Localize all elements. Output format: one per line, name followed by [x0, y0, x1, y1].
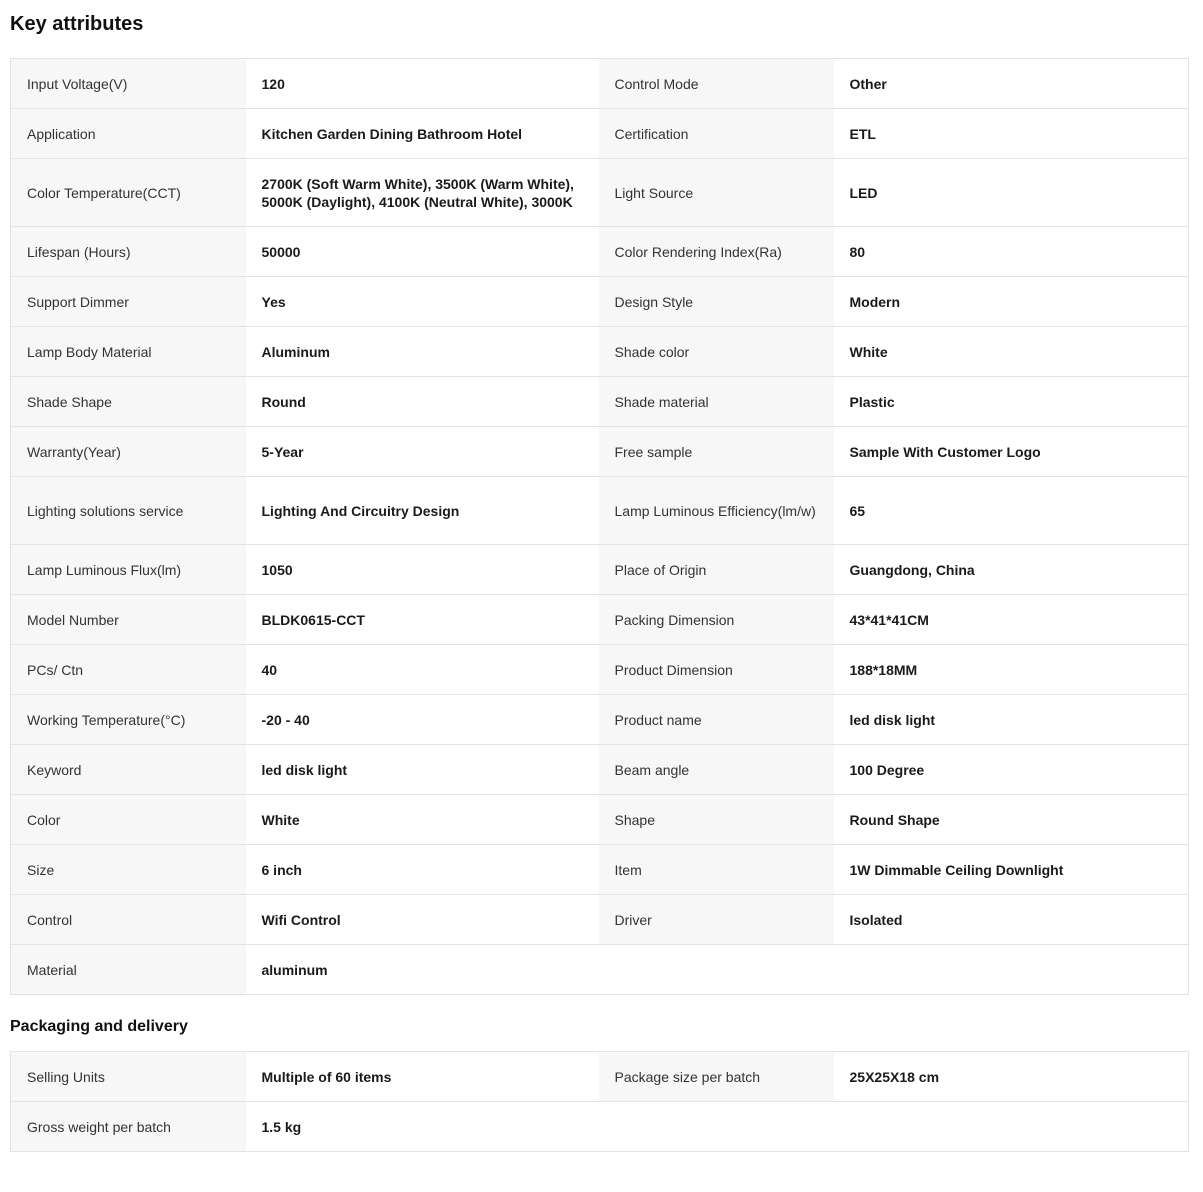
attribute-label: Color Rendering Index(Ra)	[599, 227, 834, 277]
attribute-label: Beam angle	[599, 745, 834, 795]
attribute-row	[11, 277, 1189, 327]
attribute-value: 2700K (Soft Warm White), 3500K (Warm White), 5000K (Daylight), 4100K (Neutral White), 3000K	[246, 159, 599, 227]
attribute-value: Sample With Customer Logo	[834, 427, 1189, 477]
attribute-label: Product Dimension	[599, 645, 834, 695]
attribute-value: Round Shape	[834, 795, 1189, 845]
attribute-label: Place of Origin	[599, 545, 834, 595]
attribute-label: Working Temperature(°C)	[11, 695, 246, 745]
attribute-row	[11, 695, 1189, 745]
attribute-value: 1050	[246, 545, 599, 595]
attribute-label: Gross weight per batch	[11, 1102, 246, 1152]
packaging-delivery-table	[10, 1051, 1189, 1152]
attribute-value: Plastic	[834, 377, 1189, 427]
attribute-value: 43*41*41CM	[834, 595, 1189, 645]
attribute-value: led disk light	[834, 695, 1189, 745]
attribute-label: PCs/ Ctn	[11, 645, 246, 695]
attribute-value: 25X25X18 cm	[834, 1052, 1189, 1102]
attribute-label: Certification	[599, 109, 834, 159]
attribute-value: Wifi Control	[246, 895, 599, 945]
attribute-label: Control Mode	[599, 59, 834, 109]
attribute-row	[11, 545, 1189, 595]
attribute-value: Aluminum	[246, 327, 599, 377]
attribute-row	[11, 795, 1189, 845]
attribute-value: Kitchen Garden Dining Bathroom Hotel	[246, 109, 599, 159]
attribute-value: Lighting And Circuitry Design	[246, 477, 599, 545]
attribute-value: 65	[834, 477, 1189, 545]
attribute-label: Support Dimmer	[11, 277, 246, 327]
empty-cell	[599, 945, 834, 995]
attribute-value: BLDK0615-CCT	[246, 595, 599, 645]
attribute-label: Keyword	[11, 745, 246, 795]
attribute-value: 120	[246, 59, 599, 109]
attribute-label: Lamp Luminous Flux(lm)	[11, 545, 246, 595]
attribute-row	[11, 377, 1189, 427]
attribute-value: 80	[834, 227, 1189, 277]
attribute-label: Color Temperature(CCT)	[11, 159, 246, 227]
attribute-label: Packing Dimension	[599, 595, 834, 645]
attribute-row	[11, 645, 1189, 695]
empty-cell	[834, 1102, 1189, 1152]
attribute-label: Lamp Body Material	[11, 327, 246, 377]
attribute-row	[11, 327, 1189, 377]
attribute-row	[11, 159, 1189, 227]
attribute-label: Driver	[599, 895, 834, 945]
attribute-row	[11, 845, 1189, 895]
attribute-label: Lamp Luminous Efficiency(lm/w)	[599, 477, 834, 545]
attribute-row	[11, 895, 1189, 945]
attribute-row	[11, 109, 1189, 159]
attribute-value: 100 Degree	[834, 745, 1189, 795]
attribute-value: LED	[834, 159, 1189, 227]
attribute-value: 50000	[246, 227, 599, 277]
attribute-row	[11, 427, 1189, 477]
attribute-row	[11, 477, 1189, 545]
attribute-label: Shape	[599, 795, 834, 845]
attribute-value: 1.5 kg	[246, 1102, 599, 1152]
attribute-row	[11, 227, 1189, 277]
attribute-label: Control	[11, 895, 246, 945]
attribute-label: Product name	[599, 695, 834, 745]
attribute-value: White	[246, 795, 599, 845]
attribute-value: 5-Year	[246, 427, 599, 477]
empty-cell	[834, 945, 1189, 995]
attribute-label: Free sample	[599, 427, 834, 477]
attribute-label: Model Number	[11, 595, 246, 645]
packaging-delivery-title: Packaging and delivery	[10, 1018, 188, 1035]
attribute-label: Item	[599, 845, 834, 895]
attribute-value: Modern	[834, 277, 1189, 327]
key-attributes-title: Key attributes	[10, 13, 144, 35]
attribute-label: Application	[11, 109, 246, 159]
attribute-value: Isolated	[834, 895, 1189, 945]
empty-cell	[599, 1102, 834, 1152]
attribute-label: Lifespan (Hours)	[11, 227, 246, 277]
attribute-row	[11, 1052, 1189, 1102]
attribute-value: led disk light	[246, 745, 599, 795]
attribute-value: Round	[246, 377, 599, 427]
attribute-label: Lighting solutions service	[11, 477, 246, 545]
attribute-value: 188*18MM	[834, 645, 1189, 695]
attribute-label: Warranty(Year)	[11, 427, 246, 477]
attribute-row	[11, 59, 1189, 109]
attribute-row	[11, 1102, 1189, 1152]
attribute-label: Size	[11, 845, 246, 895]
attribute-label: Design Style	[599, 277, 834, 327]
attribute-row	[11, 595, 1189, 645]
attribute-value: 6 inch	[246, 845, 599, 895]
attribute-value: Other	[834, 59, 1189, 109]
attribute-label: Selling Units	[11, 1052, 246, 1102]
attribute-value: 40	[246, 645, 599, 695]
attribute-value: Yes	[246, 277, 599, 327]
attribute-row	[11, 945, 1189, 995]
attribute-value: 1W Dimmable Ceiling Downlight	[834, 845, 1189, 895]
attribute-label: Shade color	[599, 327, 834, 377]
attribute-label: Color	[11, 795, 246, 845]
attribute-value: ETL	[834, 109, 1189, 159]
attribute-label: Input Voltage(V)	[11, 59, 246, 109]
attribute-label: Light Source	[599, 159, 834, 227]
attribute-value: aluminum	[246, 945, 599, 995]
attribute-value: Multiple of 60 items	[246, 1052, 599, 1102]
attribute-row	[11, 745, 1189, 795]
attribute-label: Material	[11, 945, 246, 995]
attribute-label: Shade Shape	[11, 377, 246, 427]
attribute-value: White	[834, 327, 1189, 377]
attribute-label: Package size per batch	[599, 1052, 834, 1102]
attribute-value: Guangdong, China	[834, 545, 1189, 595]
key-attributes-table	[10, 58, 1189, 995]
attribute-value: -20 - 40	[246, 695, 599, 745]
attribute-label: Shade material	[599, 377, 834, 427]
